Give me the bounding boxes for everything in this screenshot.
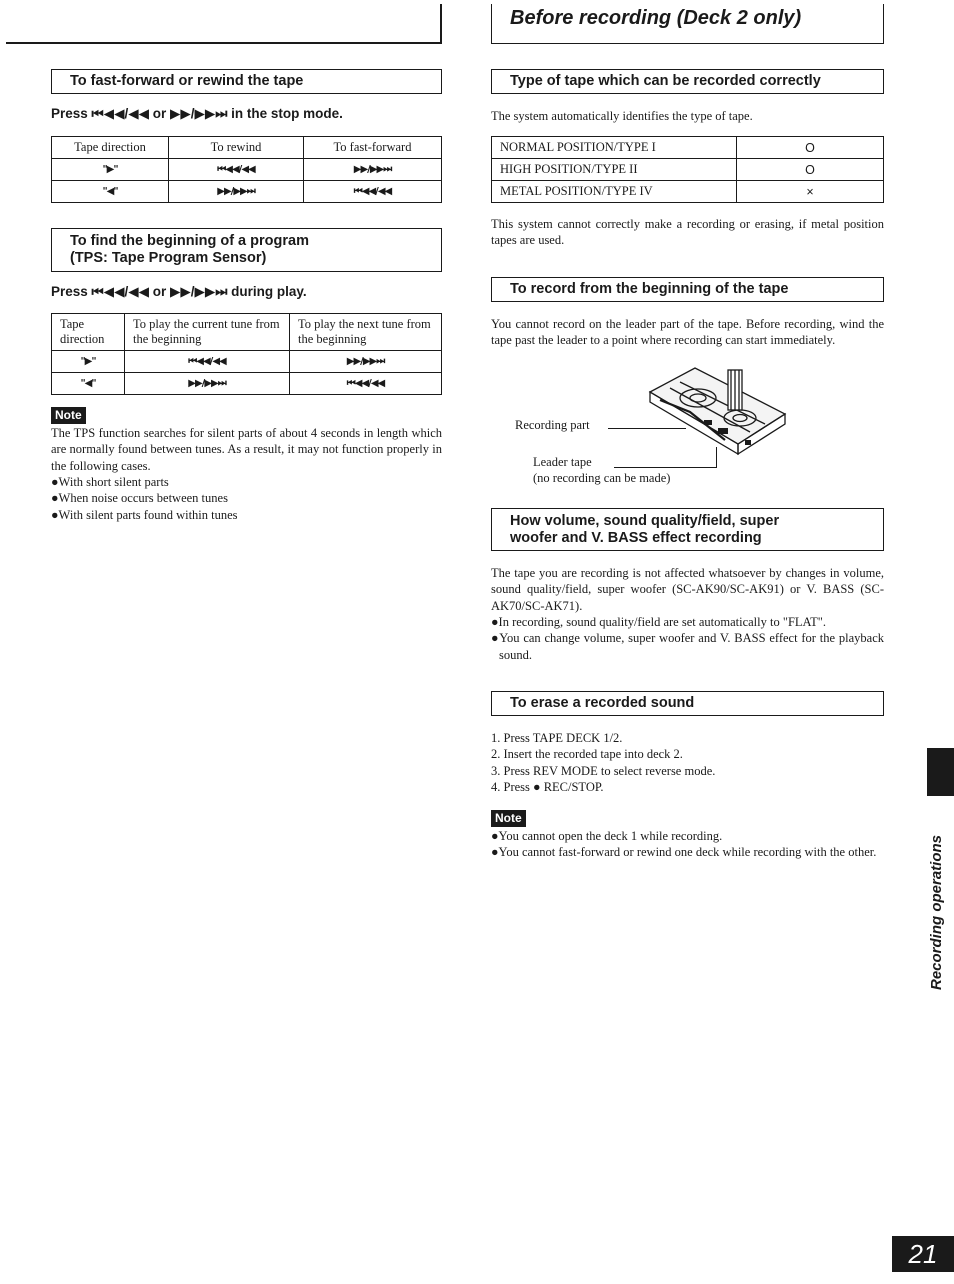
metal-tape-warning: This system cannot correctly make a recording or erasing, if metal position tapes are used. (491, 217, 884, 248)
volume-effects-heading-line2: woofer and V. BASS effect recording (510, 529, 762, 546)
table-cell: × (737, 181, 884, 203)
cassette-illustration (600, 362, 800, 472)
leader-tape-leader-h (614, 467, 717, 468)
erase-heading-text: To erase a recorded sound (510, 695, 695, 711)
tps-heading (51, 228, 442, 272)
recording-part-leader (608, 428, 686, 429)
ff-rewind-instruction: Press ⏮◀◀/◀◀ or ▶▶/▶▶⏭ in the stop mode. (51, 106, 343, 121)
table-header: Tape direction (52, 314, 125, 351)
side-tab-label: Recording operations (928, 834, 945, 990)
table-cell: ▶▶/▶▶⏭ (290, 351, 442, 373)
table-cell: "▶" (52, 159, 169, 181)
table-header: To play the current tune from the beginning (125, 314, 290, 351)
label-leader-tape: Leader tape (533, 455, 592, 469)
table-cell: ⏮◀◀/◀◀ (290, 373, 442, 395)
table-header: To play the next tune from the beginning (290, 314, 442, 351)
table-cell: ⏮◀◀/◀◀ (169, 159, 304, 181)
leader-tape-leader-v (716, 447, 717, 468)
table-cell: "◀" (52, 181, 169, 203)
list-item: 2. Insert the recorded tape into deck 2. (491, 747, 683, 762)
table-cell: O (737, 137, 884, 159)
page-number: 21 (892, 1236, 954, 1272)
list-item: 1. Press TAPE DECK 1/2. (491, 731, 623, 745)
label-recording-part: Recording part (515, 418, 590, 432)
volume-effects-heading-line1: How volume, sound quality/field, super (510, 512, 780, 529)
tps-note-list (51, 474, 442, 523)
erase-heading (491, 691, 884, 716)
table-cell: ▶▶/▶▶⏭ (304, 159, 442, 181)
tps-note-text: The TPS function searches for silent parts of about 4 seconds in length which are normally found between tunes. As a result, it may not function properly in the following cases. (51, 426, 442, 473)
table-cell: METAL POSITION/TYPE IV (492, 181, 737, 203)
side-tab-marker (927, 748, 954, 796)
table-cell: "▶" (52, 351, 125, 373)
page-title-frame (491, 4, 884, 44)
note-badge: Note (491, 810, 526, 827)
top-left-rule (6, 42, 442, 44)
volume-effects-text: The tape you are recording is not affected whatsoever by changes in volume, sound quality/field, super woofer (SC-AK90/SC-AK91) or V. BASS (SC-AK70/SC-AK71). (491, 566, 884, 613)
label-no-recording: (no recording can be made) (533, 471, 671, 485)
table-cell: ▶▶/▶▶⏭ (169, 181, 304, 203)
note-badge: Note (51, 407, 86, 424)
list-item: ●With short silent parts (51, 475, 169, 489)
list-item: 3. Press REV MODE to select reverse mode. (491, 763, 716, 778)
top-left-rule-vertical (440, 4, 442, 43)
table-cell: NORMAL POSITION/TYPE I (492, 137, 737, 159)
record-beginning-heading (491, 277, 884, 302)
record-beginning-text: You cannot record on the leader part of the tape. Before recording, wind the tape past the leader to a point where recording can start immediately. (491, 317, 884, 348)
tps-heading-line1: To find the beginning of a program (70, 233, 309, 249)
ff-rewind-heading (51, 69, 442, 94)
tape-type-table (491, 136, 884, 203)
record-beginning-heading-text: To record from the beginning of the tape (510, 281, 789, 297)
table-cell: ⏮◀◀/◀◀ (304, 181, 442, 203)
list-item: ●You cannot open the deck 1 while recording. (491, 829, 723, 843)
table-cell: ⏮◀◀/◀◀ (125, 351, 290, 373)
list-item: ●You can change volume, super woofer and V. BASS effect for the playback sound. (491, 631, 884, 662)
tape-type-heading-text: Type of tape which can be recorded correctly (510, 73, 821, 89)
tape-type-intro: The system automatically identifies the type of tape. (491, 109, 753, 123)
table-header: Tape direction (52, 137, 169, 159)
list-item: ●With silent parts found within tunes (51, 507, 238, 522)
table-header: To fast-forward (304, 137, 442, 159)
list-item: 4. Press ● REC/STOP. (491, 779, 604, 794)
volume-effects-list (491, 614, 884, 663)
list-item: ●You cannot fast-forward or rewind one deck while recording with the other. (491, 845, 877, 860)
table-cell: "◀" (52, 373, 125, 395)
page-title: Before recording (Deck 2 only) (510, 7, 802, 29)
ff-rewind-table (51, 136, 442, 203)
erase-note-list (491, 828, 884, 861)
tps-instruction: Press ⏮◀◀/◀◀ or ▶▶/▶▶⏭ during play. (51, 284, 307, 299)
erase-steps (491, 730, 884, 795)
ff-rewind-heading-text: To fast-forward or rewind the tape (70, 73, 304, 89)
list-item: ●When noise occurs between tunes (51, 491, 228, 506)
tps-heading-line2: (TPS: Tape Program Sensor) (70, 250, 267, 266)
table-cell: HIGH POSITION/TYPE II (492, 159, 737, 181)
table-cell: ▶▶/▶▶⏭ (125, 373, 290, 395)
volume-effects-heading (491, 508, 884, 551)
table-cell: O (737, 159, 884, 181)
list-item: ●In recording, sound quality/field are set automatically to "FLAT". (491, 615, 827, 629)
tps-table (51, 313, 442, 395)
tape-type-heading (491, 69, 884, 94)
table-header: To rewind (169, 137, 304, 159)
